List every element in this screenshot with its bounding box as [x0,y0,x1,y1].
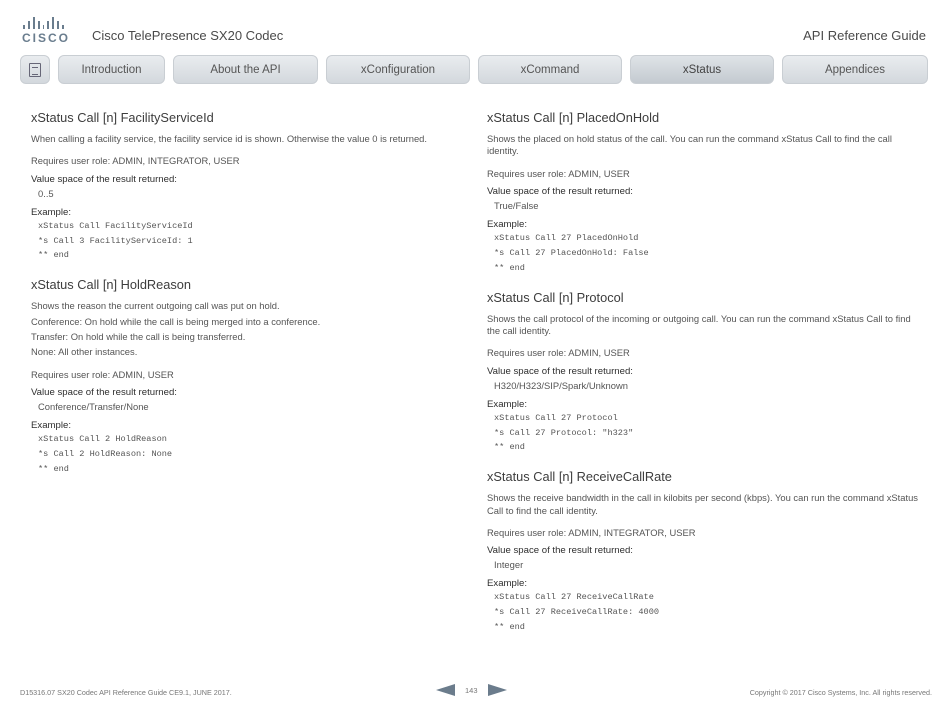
section-description: Shows the call protocol of the incoming or outgoing call. You can run the command xStatus Call to find the call identity. [487,312,911,337]
section-hold-reason [31,277,467,476]
guide-title: API Reference Guide [803,28,926,43]
section-title: xStatus Call [n] PlacedOnHold [487,110,660,125]
code-line: ** end [38,463,69,474]
code-line: ** end [494,622,525,633]
code-line: xStatus Call 2 HoldReason [38,434,167,445]
value-space-label: Value space of the result returned: [31,173,177,185]
user-role: Requires user role: ADMIN, INTEGRATOR, USER [487,527,696,539]
tab-appendices[interactable]: Appendices [782,55,928,84]
code-line: xStatus Call FacilityServiceId [38,220,193,231]
code-line: xStatus Call 27 PlacedOnHold [494,233,639,244]
section-receive-call-rate [487,469,923,635]
code-line: *s Call 27 ReceiveCallRate: 4000 [494,607,660,618]
example-label: Example: [487,219,527,231]
product-title: Cisco TelePresence SX20 Codec [92,28,284,43]
user-role: Requires user role: ADMIN, USER [31,368,174,380]
pager [436,684,507,696]
section-description: Transfer: On hold while the call is being transferred. [31,331,246,343]
value-space: Integer [494,559,524,571]
section-title: xStatus Call [n] FacilityServiceId [31,110,214,125]
example-label: Example: [31,206,71,218]
nav-tabs [20,55,928,85]
value-space: True/False [494,200,539,212]
value-space-label: Value space of the result returned: [31,387,177,399]
copyright: Copyright © 2017 Cisco Systems, Inc. All rights reserved. [749,688,932,697]
cisco-logo-text: CISCO [22,31,71,45]
section-description: Conference: On hold while the call is being merged into a conference. [31,315,321,327]
page-number: 143 [465,685,478,695]
value-space-label: Value space of the result returned: [487,365,633,377]
code-line: ** end [494,262,525,273]
cisco-logo [22,16,71,45]
section-title: xStatus Call [n] ReceiveCallRate [487,469,672,485]
example-label: Example: [31,420,71,432]
section-description: Shows the reason the current outgoing call was put on hold. [31,300,280,312]
section-description: When calling a facility service, the facility service id is shown. Otherwise the value 0 is returned. [31,133,428,144]
section-title: xStatus Call [n] Protocol [487,289,624,305]
previous-page-icon[interactable] [436,684,455,696]
code-line: xStatus Call 27 Protocol [494,412,618,423]
next-page-icon[interactable] [488,684,507,696]
section-title: xStatus Call [n] HoldReason [31,277,192,293]
document-icon [29,63,41,77]
code-line: *s Call 2 HoldReason: None [38,449,173,460]
value-space-label: Value space of the result returned: [487,186,633,198]
document-id: D15316.07 SX20 Codec API Reference Guide CE9.1, JUNE 2017. [20,688,232,697]
left-column [31,110,467,489]
code-line: ** end [38,250,69,261]
value-space: Conference/Transfer/None [38,401,149,413]
section-protocol [487,290,923,456]
code-line: *s Call 27 PlacedOnHold: False [494,248,649,259]
user-role: Requires user role: ADMIN, USER [487,167,630,179]
section-placed-on-hold [487,110,923,276]
tab-introduction[interactable]: Introduction [58,55,165,84]
contents-button[interactable] [20,55,50,84]
code-line: *s Call 27 Protocol: "h323" [494,427,634,438]
tab-xstatus[interactable]: xStatus [630,55,774,84]
section-description: None: All other instances. [31,346,138,358]
tab-about-the-api[interactable]: About the API [173,55,318,84]
value-space: H320/H323/SIP/Spark/Unknown [494,379,628,391]
code-line: xStatus Call 27 ReceiveCallRate [494,592,654,603]
cisco-logo-bars [23,16,64,29]
tab-xcommand[interactable]: xCommand [478,55,622,84]
example-label: Example: [487,578,527,590]
user-role: Requires user role: ADMIN, INTEGRATOR, USER [31,155,240,167]
section-description: Shows the receive bandwidth in the call in kilobits per second (kbps). You can run the command xStatus Call to find the call identity. [487,492,918,516]
value-space-label: Value space of the result returned: [487,545,633,557]
example-label: Example: [487,398,527,410]
right-column [487,110,923,647]
code-line: ** end [494,442,525,453]
tab-xconfiguration[interactable]: xConfiguration [326,55,470,84]
section-description: Shows the placed on hold status of the call. You can run the command xStatus Call to find the call identity. [487,133,892,157]
code-line: *s Call 3 FacilityServiceId: 1 [38,235,193,246]
section-facility-service-id [31,110,467,263]
user-role: Requires user role: ADMIN, USER [487,347,630,359]
value-space: 0..5 [38,187,54,199]
